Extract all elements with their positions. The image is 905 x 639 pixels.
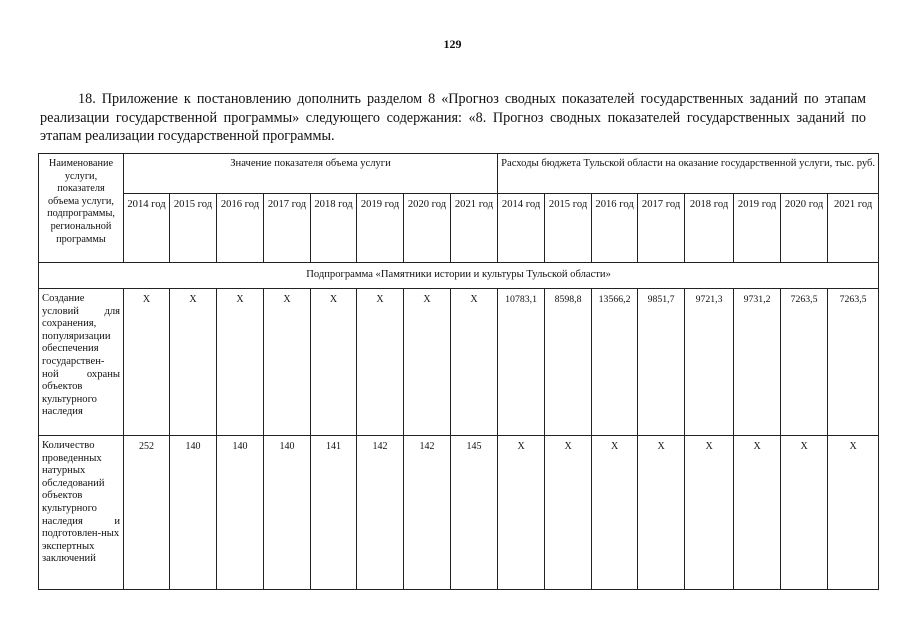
volume-cell: 140 — [170, 436, 217, 590]
budget-cell: X — [685, 436, 734, 590]
budget-year-header: 2021 год — [828, 194, 879, 263]
volume-cell: X — [451, 289, 498, 436]
header-row-group — [39, 154, 879, 194]
volume-cell: 252 — [124, 436, 170, 590]
budget-cell: 7263,5 — [781, 289, 828, 436]
volume-cell: X — [357, 289, 404, 436]
budget-cell: 9721,3 — [685, 289, 734, 436]
budget-cell: 13566,2 — [592, 289, 638, 436]
budget-cell: X — [828, 436, 879, 590]
budget-cell: 7263,5 — [828, 289, 879, 436]
volume-year-header: 2020 год — [404, 194, 451, 263]
budget-cell: 9731,2 — [734, 289, 781, 436]
row-name: Создание условий для сохранения, популяризации обеспечения государствен-ной охраны объектов культурного наследия — [39, 289, 124, 436]
page-number: 129 — [443, 37, 462, 51]
budget-cell: X — [734, 436, 781, 590]
budget-year-header: 2015 год — [545, 194, 592, 263]
volume-cell: 140 — [264, 436, 311, 590]
budget-year-header: 2020 год — [781, 194, 828, 263]
budget-year-header: 2018 год — [685, 194, 734, 263]
volume-year-header: 2018 год — [311, 194, 357, 263]
budget-cell: 10783,1 — [498, 289, 545, 436]
subprogram-row — [39, 263, 879, 289]
volume-cell: X — [217, 289, 264, 436]
budget-cell: X — [638, 436, 685, 590]
budget-year-header: 2016 год — [592, 194, 638, 263]
budget-year-header: 2017 год — [638, 194, 685, 263]
volume-cell: X — [404, 289, 451, 436]
table-row — [39, 436, 879, 590]
budget-cell: X — [498, 436, 545, 590]
volume-year-header: 2021 год — [451, 194, 498, 263]
budget-cell: 8598,8 — [545, 289, 592, 436]
budget-year-header: 2019 год — [734, 194, 781, 263]
volume-year-header: 2015 год — [170, 194, 217, 263]
row-name: Количество проведенных натурных обследований объектов культурного наследия и подготовлен-ных экспертных заключений — [39, 436, 124, 590]
budget-group-header: Расходы бюджета Тульской области на оказание государственной услуги, тыс. руб. — [498, 154, 879, 194]
volume-year-header: 2019 год — [357, 194, 404, 263]
volume-year-header: 2014 год — [124, 194, 170, 263]
forecast-table — [38, 153, 879, 590]
budget-cell: X — [592, 436, 638, 590]
volume-cell: 145 — [451, 436, 498, 590]
volume-cell: 142 — [357, 436, 404, 590]
budget-cell: X — [545, 436, 592, 590]
name-column-header: Наименование услуги, показателя объема услуги, подпрограммы, региональной программы — [39, 154, 124, 263]
volume-year-header: 2016 год — [217, 194, 264, 263]
header-row-years — [39, 194, 879, 263]
volume-cell: 142 — [404, 436, 451, 590]
volume-cell: X — [124, 289, 170, 436]
volume-cell: X — [264, 289, 311, 436]
budget-year-header: 2014 год — [498, 194, 545, 263]
table-row — [39, 289, 879, 436]
volume-group-header: Значение показателя объема услуги — [124, 154, 498, 194]
budget-cell: 9851,7 — [638, 289, 685, 436]
volume-cell: 140 — [217, 436, 264, 590]
volume-year-header: 2017 год — [264, 194, 311, 263]
volume-cell: X — [170, 289, 217, 436]
budget-cell: X — [781, 436, 828, 590]
subprogram-title: Подпрограмма «Памятники истории и культуры Тульской области» — [39, 263, 879, 289]
volume-cell: X — [311, 289, 357, 436]
volume-cell: 141 — [311, 436, 357, 590]
intro-paragraph: 18. Приложение к постановлению дополнить разделом 8 «Прогноз сводных показателей государственных заданий по этапам реализации государственной программы» следующего содержания: «8. Прогноз сводных показателей государственных заданий по этапам реализации государственной программы. — [40, 91, 866, 144]
